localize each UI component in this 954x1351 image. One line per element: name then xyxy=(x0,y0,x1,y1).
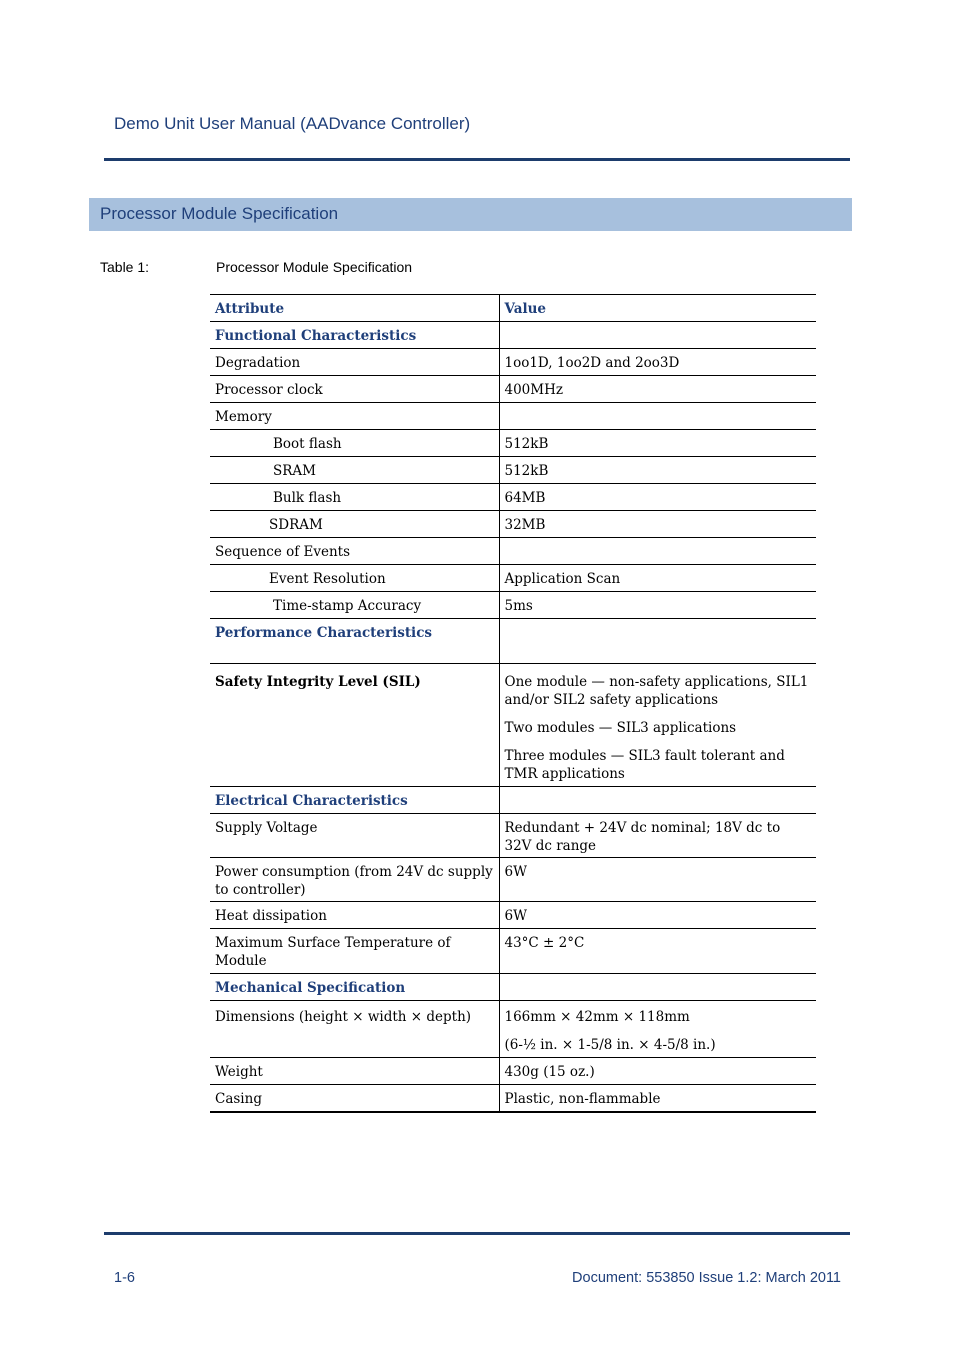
value-cell: 512kB xyxy=(499,457,816,484)
running-header-title: Demo Unit User Manual (AADvance Controller) xyxy=(114,114,471,133)
column-header-value: Value xyxy=(499,295,816,322)
value-cell xyxy=(499,322,816,349)
attribute-cell: Casing xyxy=(210,1085,499,1113)
attribute-cell: Electrical Characteristics xyxy=(210,787,499,814)
value-paragraph: 166mm × 42mm × 118mm xyxy=(504,1009,690,1025)
table-row xyxy=(210,814,816,858)
column-header-attribute: Attribute xyxy=(210,295,499,322)
table-row xyxy=(210,1058,816,1085)
table-row xyxy=(210,403,816,430)
table-row xyxy=(210,1085,816,1113)
value-cell: 400MHz xyxy=(499,376,816,403)
attribute-cell: Maximum Surface Temperature of Module xyxy=(210,929,499,974)
specification-table xyxy=(210,294,816,1113)
table-row xyxy=(210,349,816,376)
value-cell xyxy=(499,619,816,664)
table-row xyxy=(210,858,816,902)
attribute-cell: Bulk flash xyxy=(210,484,499,511)
attribute-cell: Event Resolution xyxy=(210,565,499,592)
attribute-cell: Memory xyxy=(210,403,499,430)
value-cell: Plastic, non-flammable xyxy=(499,1085,816,1113)
table-row xyxy=(210,538,816,565)
attribute-cell: SRAM xyxy=(210,457,499,484)
value-paragraph: Three modules — SIL3 fault tolerant and TMR applications xyxy=(504,748,785,782)
value-paragraph: Two modules — SIL3 applications xyxy=(504,720,737,736)
page-number: 1-6 xyxy=(114,1270,135,1286)
value-cell: 32MB xyxy=(499,511,816,538)
section-heading-bar xyxy=(89,198,852,231)
section-title: Processor Module Specification xyxy=(100,204,339,223)
table-row xyxy=(210,592,816,619)
table-row xyxy=(210,484,816,511)
value-cell xyxy=(499,538,816,565)
attribute-cell: SDRAM xyxy=(210,511,499,538)
attribute-cell: Safety Integrity Level (SIL) xyxy=(210,664,499,787)
value-cell xyxy=(499,664,816,787)
value-cell: 43°C ± 2°C xyxy=(499,929,816,974)
value-paragraph: One module — non-safety applications, SIL1 and/or SIL2 safety applications xyxy=(504,674,809,708)
table-row xyxy=(210,664,816,787)
value-cell: 512kB xyxy=(499,430,816,457)
table-section-row xyxy=(210,322,816,349)
table-row xyxy=(210,376,816,403)
table-section-row xyxy=(210,974,816,1001)
attribute-cell: Weight xyxy=(210,1058,499,1085)
attribute-cell: Power consumption (from 24V dc supply to controller) xyxy=(210,858,499,902)
table-row xyxy=(210,457,816,484)
value-cell: 6W xyxy=(499,858,816,902)
value-paragraph: (6-½ in. × 1-5/8 in. × 4-5/8 in.) xyxy=(504,1037,716,1053)
value-cell: Application Scan xyxy=(499,565,816,592)
value-cell xyxy=(499,403,816,430)
value-cell xyxy=(499,974,816,1001)
value-cell xyxy=(499,787,816,814)
table-row xyxy=(210,565,816,592)
header-rule xyxy=(104,158,850,161)
attribute-cell: Time-stamp Accuracy xyxy=(210,592,499,619)
table-caption-number: Table 1: xyxy=(100,259,150,275)
attribute-cell: Functional Characteristics xyxy=(210,322,499,349)
table-section-row xyxy=(210,787,816,814)
value-cell: 6W xyxy=(499,902,816,929)
attribute-cell: Processor clock xyxy=(210,376,499,403)
footer-rule xyxy=(104,1232,850,1235)
value-cell xyxy=(499,1001,816,1058)
value-cell: Redundant + 24V dc nominal; 18V dc to 32V dc range xyxy=(499,814,816,858)
attribute-cell: Dimensions (height × width × depth) xyxy=(210,1001,499,1058)
table-header-row xyxy=(210,295,816,322)
value-cell: 430g (15 oz.) xyxy=(499,1058,816,1085)
table-section-row xyxy=(210,619,816,664)
attribute-cell: Sequence of Events xyxy=(210,538,499,565)
table-row xyxy=(210,511,816,538)
attribute-cell: Supply Voltage xyxy=(210,814,499,858)
table-caption-title: Processor Module Specification xyxy=(216,259,413,275)
document-reference: Document: 553850 Issue 1.2: March 2011 xyxy=(572,1270,841,1286)
attribute-cell: Performance Characteristics xyxy=(210,619,499,664)
table-row xyxy=(210,929,816,974)
attribute-cell: Boot flash xyxy=(210,430,499,457)
table-row xyxy=(210,902,816,929)
table-row xyxy=(210,430,816,457)
value-cell: 1oo1D, 1oo2D and 2oo3D xyxy=(499,349,816,376)
table-row xyxy=(210,1001,816,1058)
value-cell: 64MB xyxy=(499,484,816,511)
attribute-cell: Heat dissipation xyxy=(210,902,499,929)
attribute-cell: Mechanical Specification xyxy=(210,974,499,1001)
value-cell: 5ms xyxy=(499,592,816,619)
attribute-cell: Degradation xyxy=(210,349,499,376)
